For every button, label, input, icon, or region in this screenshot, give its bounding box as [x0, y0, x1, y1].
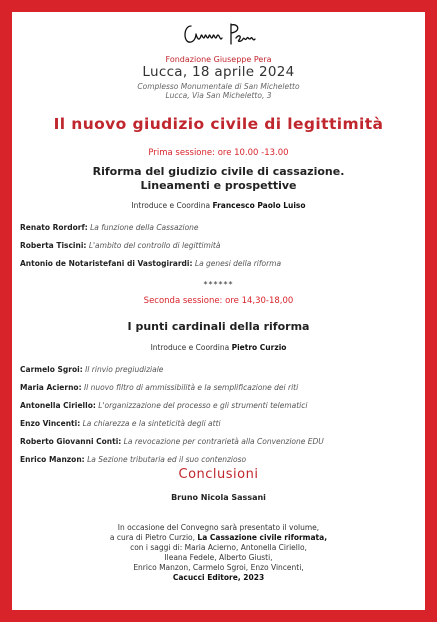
- talk-speaker: Roberta Tiscini:: [20, 241, 87, 250]
- talk-title: Il rinvio pregiudiziale: [85, 365, 164, 374]
- chair-name: Pietro Curzio: [231, 343, 287, 352]
- talk-item: [20, 419, 221, 428]
- venue-address: Lucca, Via San Micheletto, 3: [165, 91, 272, 100]
- session2-heading: I punti cardinali della riforma: [127, 320, 310, 333]
- publisher-name: Cacucci Editore, 2023: [172, 573, 265, 582]
- session1-time: Prima sessione: ore 10.00 -13.00: [148, 148, 289, 158]
- talk-item: [20, 437, 324, 446]
- poster-content: [12, 12, 425, 610]
- talk-speaker: Enzo Vincenti:: [20, 419, 81, 428]
- talk-item: [20, 223, 199, 232]
- book-note-line: [12, 533, 425, 543]
- talk-speaker: Renato Rordorf:: [20, 223, 88, 232]
- chair-prefix: Introduce e Coordina: [150, 343, 230, 352]
- book-note-line: Ileana Fedele, Alberto Giusti,: [164, 553, 273, 562]
- signature-logo: [12, 14, 425, 58]
- talk-item: [20, 455, 246, 464]
- separator: ******: [203, 280, 234, 289]
- talk-title: La Sezione tributaria ed il suo contenzioso: [87, 455, 247, 464]
- talk-title: La genesi della riforma: [194, 259, 282, 268]
- talk-item: [20, 241, 220, 250]
- talk-title: L'ambito del controllo di legittimità: [88, 241, 221, 250]
- signature-logo-drawing: [179, 14, 259, 54]
- conclusions-speaker: Bruno Nicola Sassani: [171, 493, 266, 502]
- talk-title: La chiarezza e la sinteticità degli atti: [82, 419, 221, 428]
- event-date: Lucca, 18 aprile 2024: [142, 64, 295, 80]
- session2-time: Seconda sessione: ore 14,30-18,00: [143, 296, 294, 306]
- chair-name: Francesco Paolo Luiso: [212, 201, 306, 210]
- talk-speaker: Carmelo Sgroi:: [20, 365, 83, 374]
- talk-title: Il nuovo filtro di ammissibilità e la semplificazione dei riti: [83, 383, 299, 392]
- session1-heading-line2: Lineamenti e prospettive: [140, 179, 297, 192]
- session1-heading-line1: Riforma del giudizio civile di cassazione.: [92, 165, 345, 178]
- book-title: La Cassazione civile riformata,: [197, 533, 328, 542]
- book-note-line: Enrico Manzon, Carmelo Sgroi, Enzo Vincenti,: [133, 563, 304, 572]
- chair-prefix: Introduce e Coordina: [131, 201, 211, 210]
- talk-speaker: Antonella Ciriello:: [20, 401, 96, 410]
- talk-title: La revocazione per contrarietà alla Convenzione EDU: [123, 437, 324, 446]
- session1-chair: [12, 201, 425, 210]
- session2-chair: [12, 343, 425, 352]
- book-publisher: [12, 573, 425, 583]
- talk-speaker: Enrico Manzon:: [20, 455, 85, 464]
- venue-name: Complesso Monumentale di San Micheletto: [137, 82, 300, 91]
- talk-item: [20, 365, 163, 374]
- talk-item: [20, 383, 298, 392]
- talk-item: [20, 401, 307, 410]
- book-editor: a cura di Pietro Curzio,: [109, 533, 196, 542]
- book-note-line: con i saggi di: Maria Acierno, Antonella Ciriello,: [130, 543, 307, 552]
- book-note-line: In occasione del Convegno sarà presentato il volume,: [117, 523, 320, 532]
- talk-speaker: Antonio de Notaristefani di Vastogirardi:: [20, 259, 193, 268]
- talk-title: La funzione della Cassazione: [90, 223, 199, 232]
- foundation-name: Fondazione Giuseppe Pera: [165, 55, 272, 64]
- conference-title: Il nuovo giudizio civile di legittimità: [53, 115, 384, 133]
- talk-title: L'organizzazione del processo e gli strumenti telematici: [98, 401, 308, 410]
- conclusions-heading: Conclusioni: [178, 467, 259, 482]
- talk-item: [20, 259, 281, 268]
- talk-speaker: Maria Acierno:: [20, 383, 82, 392]
- talk-speaker: Roberto Giovanni Conti:: [20, 437, 122, 446]
